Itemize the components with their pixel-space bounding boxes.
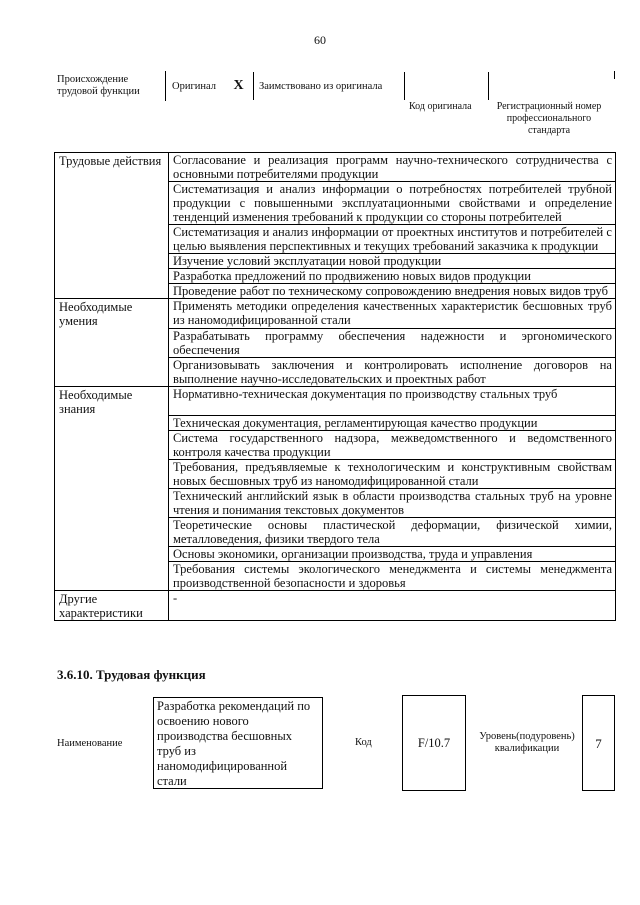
labor-actions-header: Трудовые действия <box>55 153 169 182</box>
qualification-level-label: Уровень(подуровень) квалификации <box>479 731 575 754</box>
page-number: 60 <box>314 33 326 47</box>
labor-action-item: Систематизация и анализ информации о потребностях потребителей трубной продукции с повышенными эксплуатационными свойствами и определение тенденций изменения требований к продукции со стороны потребителей <box>169 182 616 225</box>
labor-action-item: Систематизация и анализ информации от проектных институтов и потребителей с целью выявления перспективных и текущих требований заказчика к продукции <box>169 225 616 254</box>
other-characteristics-header: Другие характеристики <box>55 591 169 621</box>
table-row <box>55 562 616 591</box>
knowledge-item: Основы экономики, организации производства, труда и управления <box>169 547 616 562</box>
labor-action-item: Разработка предложений по продвижению новых видов продукции <box>169 269 616 284</box>
table-row <box>55 182 616 225</box>
table-row <box>55 153 616 182</box>
table-row <box>55 299 616 329</box>
original-code-cell <box>404 72 488 100</box>
registration-caption: Регистрационный номер профессионального стандарта <box>496 101 602 136</box>
table-row <box>55 460 616 489</box>
original-mark: X <box>224 72 254 100</box>
origin-label: Происхождение трудовой функции <box>57 74 140 97</box>
registration-number-cell <box>488 72 614 100</box>
origin-box <box>165 71 383 101</box>
table-row <box>55 489 616 518</box>
labor-function-table <box>54 152 616 621</box>
knowledge-header: Необходимые знания <box>55 386 169 416</box>
name-label: Наименование <box>57 738 123 749</box>
knowledge-item: Система государственного надзора, межведомственного и ведомственного контроля качества продукции <box>169 431 616 460</box>
table-row <box>55 254 616 269</box>
function-name-value: Разработка рекомендаций по освоению нового производства бесшовных труб из наномодифицированной стали <box>153 697 323 789</box>
knowledge-item: Требования, предъявляемые к технологическим и конструктивным свойствам новых бесшовных труб из наномодифицированной стали <box>169 460 616 489</box>
code-value: F/10.7 <box>402 695 466 791</box>
skill-item: Организовывать заключения и контролировать исполнение договоров на выполнение научно-исследовательских и проектных работ <box>169 357 616 386</box>
code-label: Код <box>355 737 372 748</box>
table-row <box>55 269 616 284</box>
table-row <box>55 547 616 562</box>
table-row <box>55 284 616 299</box>
borrowed-label: Заимствовано из оригинала <box>259 80 383 92</box>
knowledge-item: Технический английский язык в области производства стальных труб на уровне чтения и понимания текстовых документов <box>169 489 616 518</box>
table-row <box>55 225 616 254</box>
knowledge-item: Техническая документация, регламентирующая качество продукции <box>169 416 616 431</box>
other-characteristics-value: - <box>169 591 616 621</box>
original-label: Оригинал <box>172 80 216 92</box>
skills-header: Необходимые умения <box>55 299 169 329</box>
table-row <box>55 591 616 621</box>
labor-action-item: Согласование и реализация программ научно-технического сотрудничества с основными потребителями продукции <box>169 153 616 182</box>
section-title: 3.6.10. Трудовая функция <box>57 667 206 682</box>
skill-item: Разрабатывать программу обеспечения надежности и эргономического обеспечения <box>169 328 616 357</box>
labor-action-item: Изучение условий эксплуатации новой продукции <box>169 254 616 269</box>
box-edge-tick <box>614 71 615 79</box>
knowledge-item: Требования системы экологического менеджмента и системы менеджмента производственной безопасности и здоровья <box>169 562 616 591</box>
skill-item: Применять методики определения качественных характеристик бесшовных труб из наномодифицированной стали <box>169 299 616 329</box>
code-caption: Код оригинала <box>409 101 472 112</box>
table-row <box>55 416 616 431</box>
labor-action-item: Проведение работ по техническому сопровождению внедрения новых видов труб <box>169 284 616 299</box>
table-row <box>55 357 616 386</box>
knowledge-item: Теоретические основы пластической деформации, физической химии, металловедения, физики твердого тела <box>169 518 616 547</box>
table-row <box>55 431 616 460</box>
table-row <box>55 328 616 357</box>
table-row <box>55 518 616 547</box>
table-row <box>55 386 616 416</box>
knowledge-item: Нормативно-техническая документация по производству стальных труб <box>169 386 616 416</box>
qualification-level-value: 7 <box>582 695 615 791</box>
